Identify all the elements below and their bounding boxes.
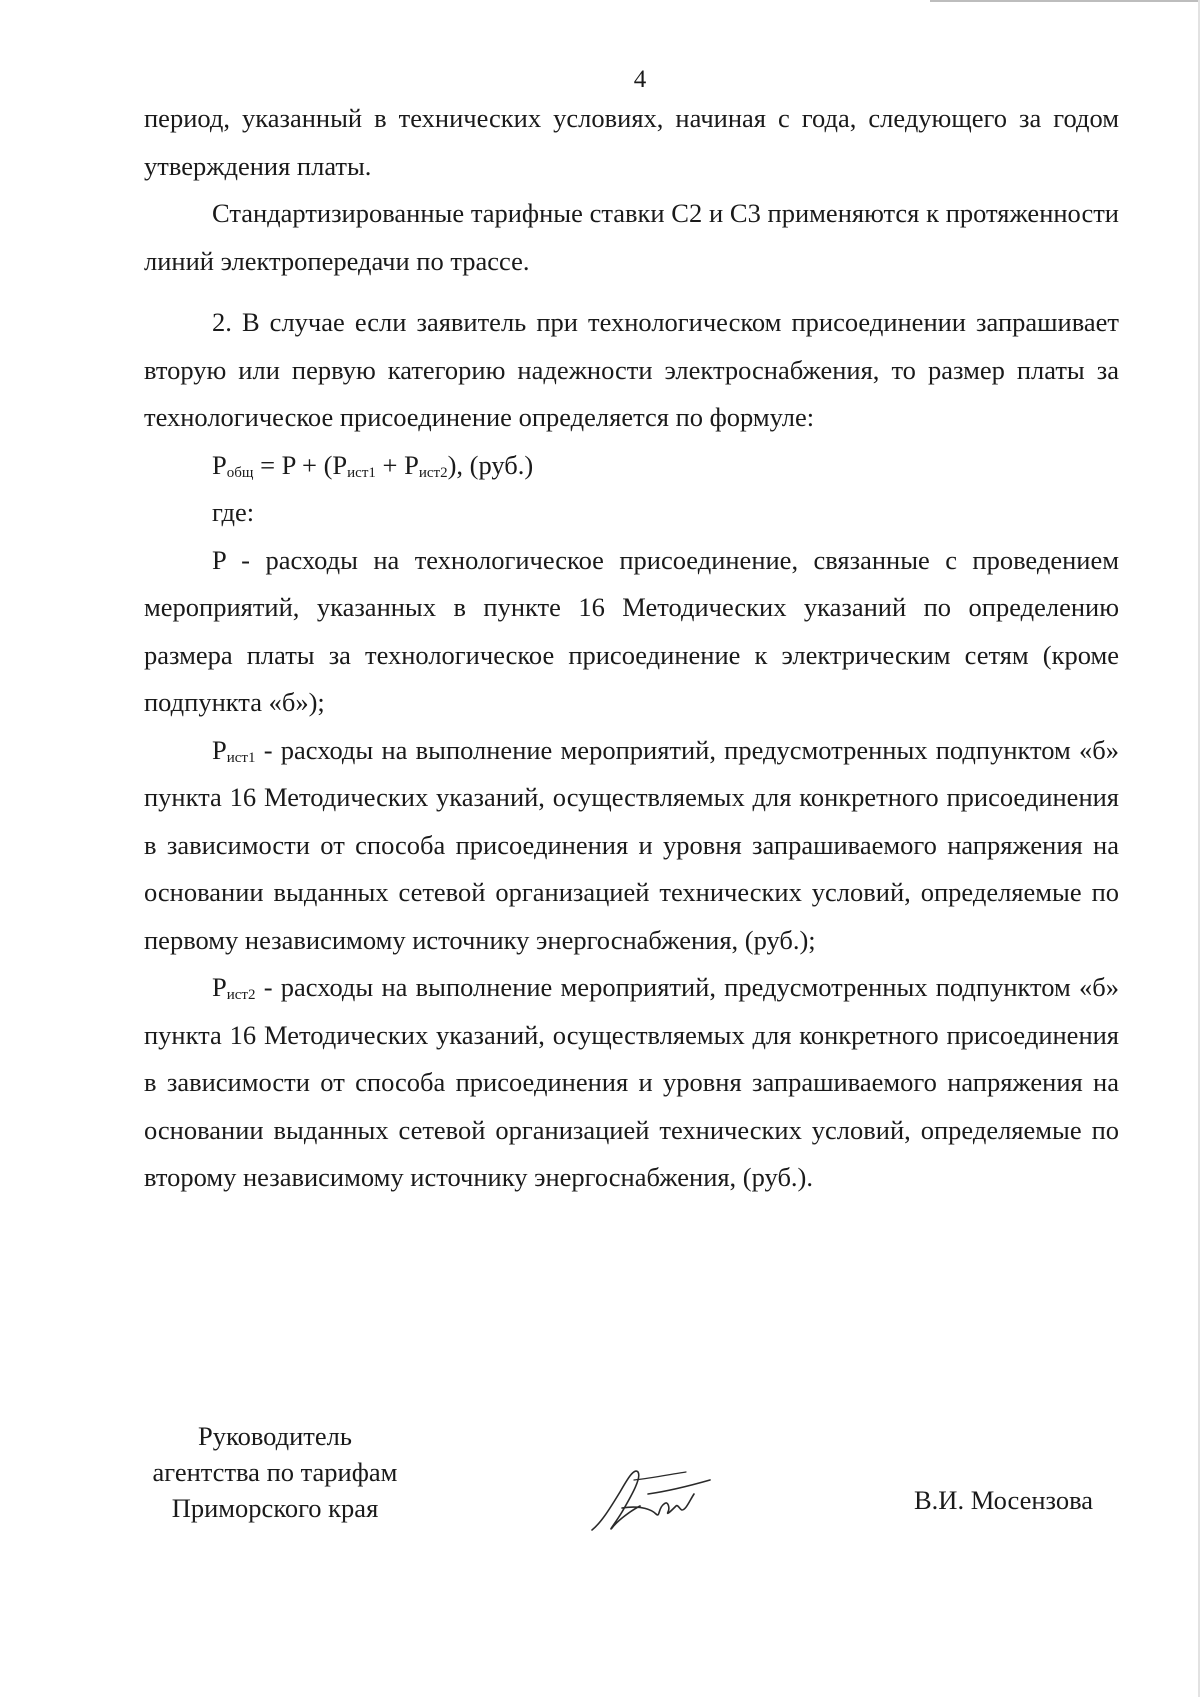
definition-p: P - расходы на технологическое присоединение, связанные с проведением мероприятий, указанных в пункте 16 Методических указаний по определению размера платы за технологическое присоединение к электрическим сетям (кроме подпункта «б»); (144, 544, 1119, 717)
signatory-title-line-2: агентства по тарифам (152, 1457, 398, 1487)
where-label: где: (212, 497, 255, 527)
definition-p-ist2: $P_{ист2}$ - расходы на выполнение мероприятий, предусмотренных подпунктом «б» пункта 16 Методических указаний, осуществляемых для конкретного присоединения в зависимости от способа присоединения и уровня запрашиваемого напряжения на основании выданных сетевой организацией технических условий, определяемые по второму независимому источнику энергоснабжения, (руб.). (144, 972, 1119, 1192)
page-edge-top (930, 0, 1200, 2)
page-number: 4 (633, 66, 647, 93)
paragraph-continuation: период, указанный в технических условиях, начиная с года, следующего за годом утверждения платы. (144, 103, 1119, 181)
paragraph-item-2: 2. В случае если заявитель при технологическом присоединении запрашивает вторую или первую категорию надежности электроснабжения, то размер платы за технологическое присоединение определяется по формуле: (144, 307, 1119, 432)
definition-p-ist1: $P_{ист1}$ - расходы на выполнение мероприятий, предусмотренных подпунктом «б» пункта 16 Методических указаний, осуществляемых для конкретного присоединения в зависимости от способа присоединения и уровня запрашиваемого напряжения на основании выданных сетевой организацией технических условий, определяемые по первому независимому источнику энергоснабжения, (руб.); (144, 734, 1119, 955)
document-body (144, 95, 1119, 1202)
signatory-title-line-1: Руководитель (198, 1421, 352, 1451)
signatory-name: В.И. Мосензова (914, 1485, 1094, 1515)
signatory-title (130, 1418, 420, 1526)
handwritten-signature (582, 1450, 732, 1540)
paragraph-tariff-rates: Стандартизированные тарифные ставки С2 и С3 применяются к протяженности линий электропередачи по трассе. (144, 198, 1119, 276)
signatory-title-line-3: Приморского края (171, 1493, 379, 1523)
formula: $P_{общ} = P + (P_{ист1} + P_{ист2})$, (руб.) (212, 449, 534, 481)
